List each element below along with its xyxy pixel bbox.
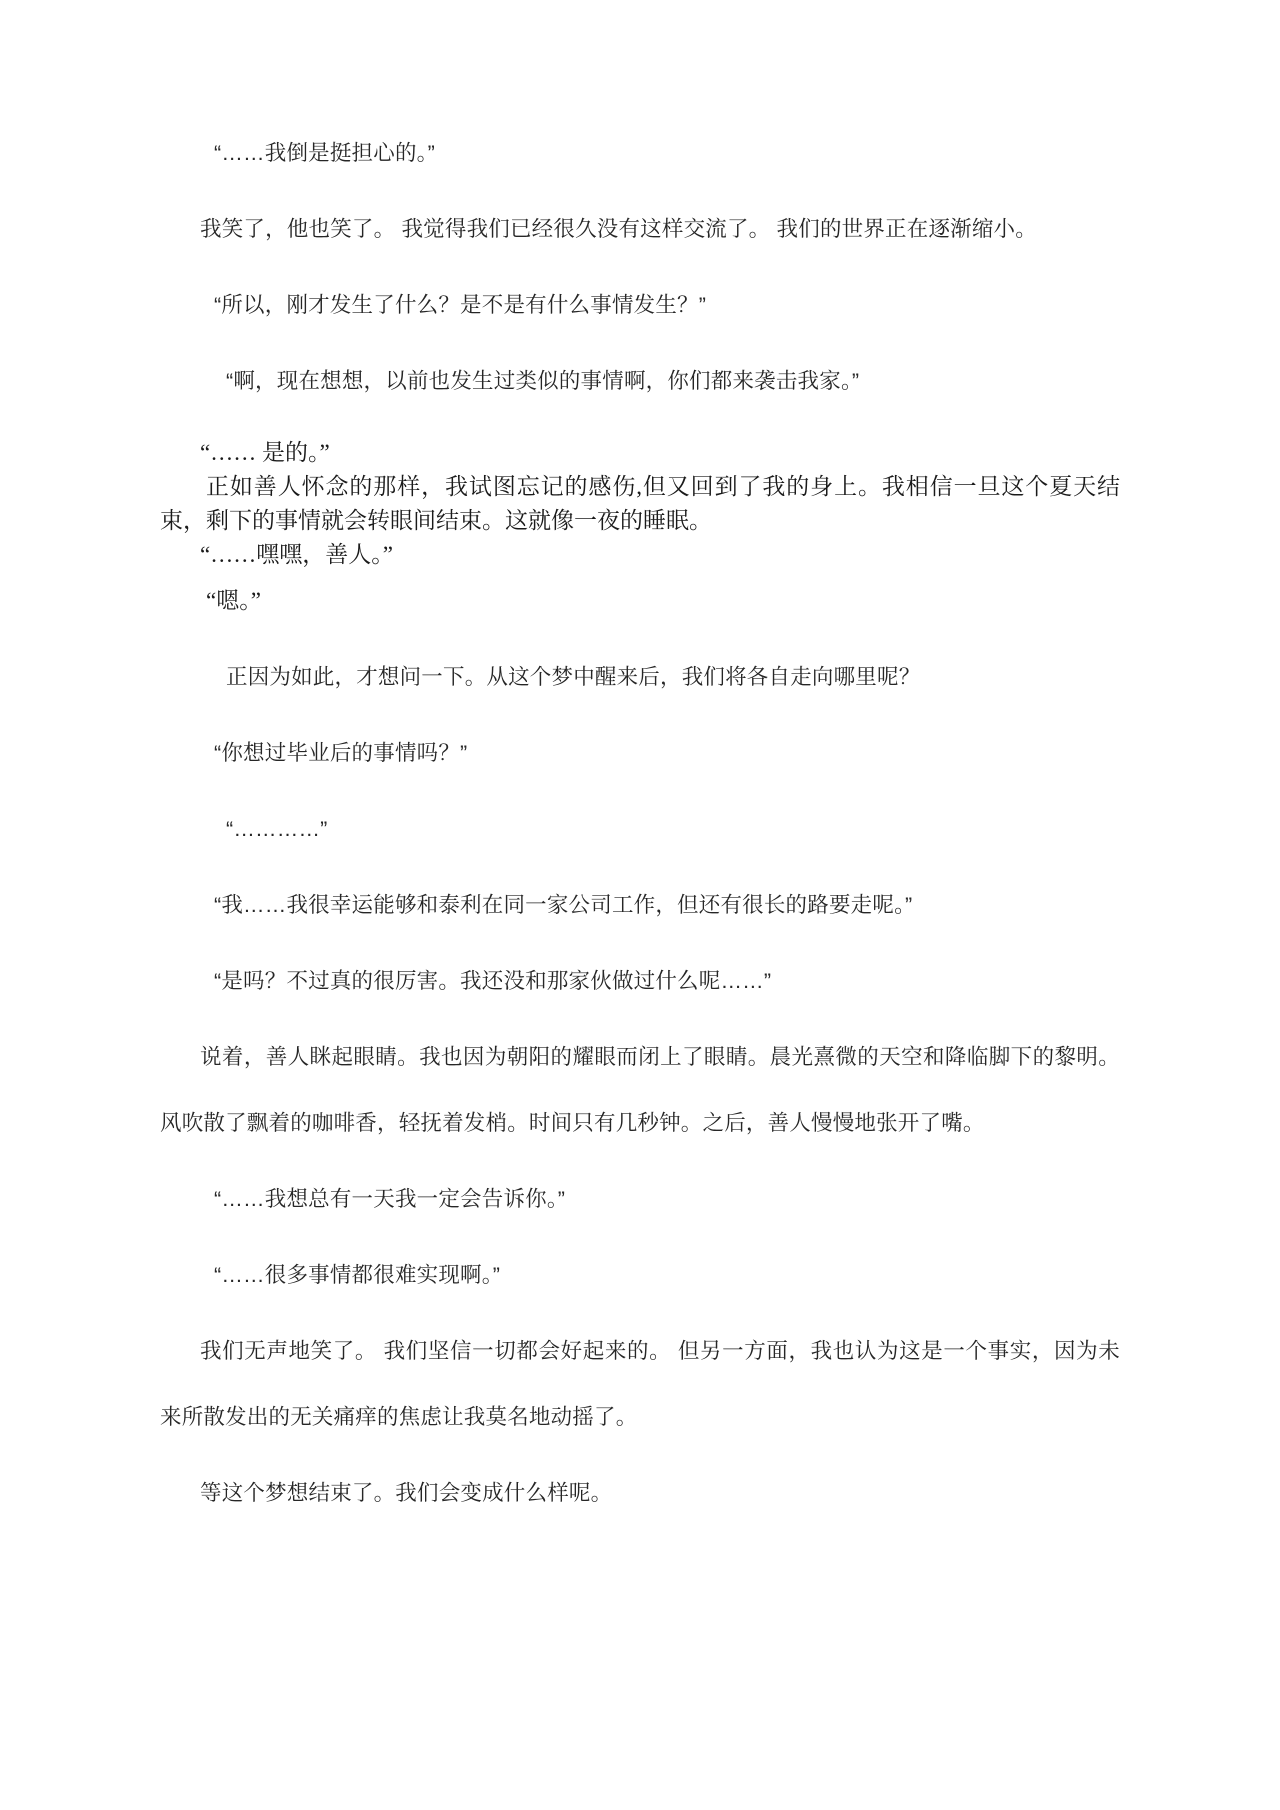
dialogue-line-serif: “……嘿嘿，善人。” <box>200 542 393 567</box>
dialogue-line: “我……我很幸运能够和泰利在同一家公司工作，但还有很长的路要走呢。” <box>214 893 913 917</box>
dialogue-line-ellipsis: “…………” <box>226 817 328 841</box>
narration-paragraph: 正因为如此，才想问一下。从这个梦中醒来后，我们将各自走向哪里呢？ <box>226 665 921 689</box>
dialogue-line-serif: “…… 是的。” <box>200 440 330 465</box>
dialogue-line: “是吗？不过真的很厉害。我还没和那家伙做过什么呢……” <box>214 969 772 993</box>
page-text-body <box>160 120 1120 1536</box>
dialogue-line: “所以，刚才发生了什么？是不是有什么事情发生？” <box>214 293 707 317</box>
block-spacer <box>160 572 1120 584</box>
narration-paragraph-serif: 正如善人怀念的那样，我试图忘记的感伤,但又回到了我的身上。我相信一旦这个夏天结束，剩下的事情就会转眼间结束。这就像一夜的睡眠。 <box>160 474 1120 533</box>
dialogue-line: “……很多事情都很难实现啊。” <box>214 1263 501 1287</box>
closing-paragraph: 等这个梦想结束了。我们会变成什么样呢。 <box>200 1481 613 1505</box>
block-spacer <box>160 424 1120 436</box>
dialogue-line: “……我倒是挺担心的。” <box>214 141 435 165</box>
narration-paragraph: 我们无声地笑了。 我们坚信一切都会好起来的。 但另一方面，我也认为这是一个事实，因为未来所散发出的无关痛痒的焦虑让我莫名地动摇了。 <box>160 1339 1120 1429</box>
dialogue-line-serif: “嗯。” <box>206 588 261 613</box>
dialogue-line: “……我想总有一天我一定会告诉你。” <box>214 1187 566 1211</box>
dialogue-line: “你想过毕业后的事情吗？” <box>214 741 468 765</box>
block-spacer <box>160 618 1120 644</box>
narration-paragraph: 说着，善人眯起眼睛。我也因为朝阳的耀眼而闭上了眼睛。晨光熹微的天空和降临脚下的黎明。风吹散了飘着的咖啡香，轻抚着发梢。时间只有几秒钟。之后，善人慢慢地张开了嘴。 <box>160 1045 1120 1135</box>
narration-paragraph: 我笑了，他也笑了。 我觉得我们已经很久没有这样交流了。 我们的世界正在逐渐缩小。 <box>200 217 1037 241</box>
dialogue-line: “啊，现在想想，以前也发生过类似的事情啊，你们都来袭击我家。” <box>226 369 860 393</box>
